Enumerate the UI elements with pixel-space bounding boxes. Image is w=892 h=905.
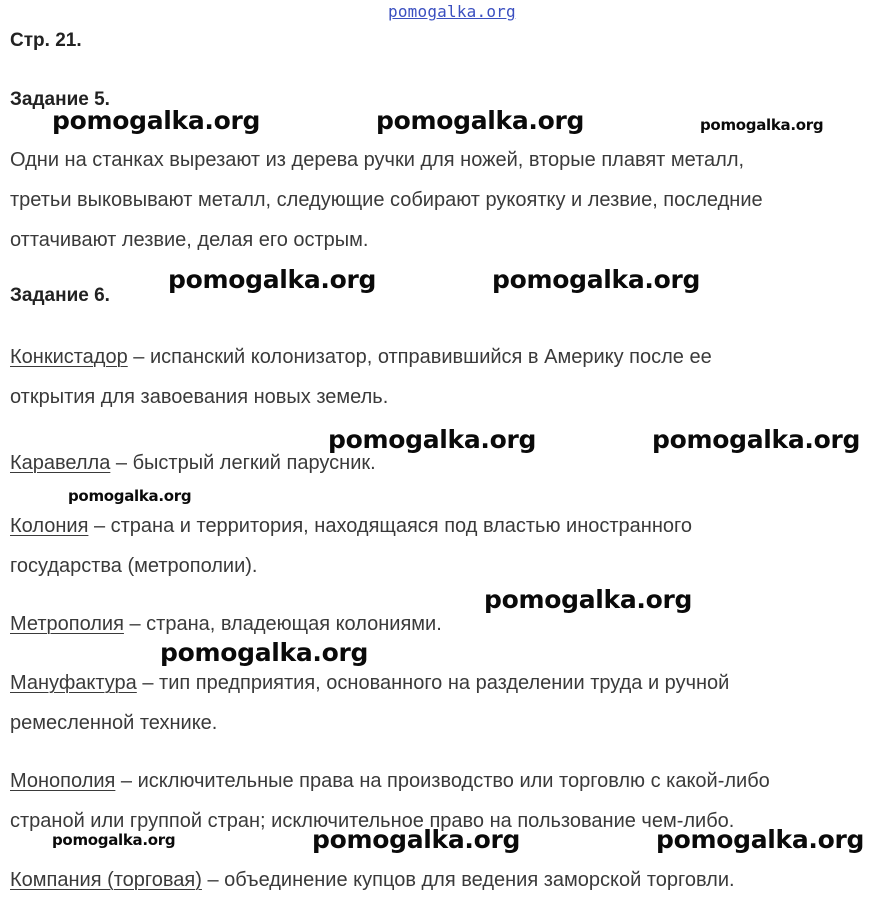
watermark: pomogalka.org	[52, 106, 261, 135]
definition-text-continued: страной или группой стран; исключительное право на пользование чем-либо.	[10, 810, 735, 832]
watermark: pomogalka.org	[52, 831, 176, 849]
site-watermark-top: pomogalka.org	[388, 2, 516, 21]
definition-text: – исключительные права на производство или торговлю с какой-либо	[115, 770, 770, 792]
watermark: pomogalka.org	[652, 425, 861, 454]
watermark: pomogalka.org	[484, 585, 693, 614]
task-5-line: оттачивают лезвие, делая его острым.	[10, 229, 369, 251]
watermark: pomogalka.org	[492, 265, 701, 294]
definition-term: Каравелла	[10, 452, 111, 474]
definition-item	[10, 506, 692, 586]
definition-term: Метрополия	[10, 613, 124, 635]
definition-item	[10, 860, 735, 900]
task-6-heading: Задание 6.	[10, 285, 110, 306]
definition-term: Монополия	[10, 770, 116, 792]
watermark: pomogalka.org	[700, 116, 824, 134]
definition-text-continued: государства (метрополии).	[10, 555, 258, 577]
task-5-heading: Задание 5.	[10, 89, 110, 110]
definition-text: – страна и территория, находящаяся под властью иностранного	[88, 515, 692, 537]
watermark: pomogalka.org	[168, 265, 377, 294]
task-5-line: третьи выковывают металл, следующие собирают рукоятку и лезвие, последние	[10, 189, 763, 211]
definition-item	[10, 443, 376, 483]
task-5-line: Одни на станках вырезают из дерева ручки для ножей, вторые плавят металл,	[10, 149, 745, 171]
watermark: pomogalka.org	[328, 425, 537, 454]
definition-text: – быстрый легкий парусник.	[110, 452, 376, 474]
definition-text-continued: ремесленной технике.	[10, 712, 218, 734]
definition-term: Конкистадор	[10, 346, 128, 368]
watermark: pomogalka.org	[656, 825, 865, 854]
definition-item	[10, 337, 712, 417]
task-5-text	[10, 140, 763, 260]
definition-text: – испанский колонизатор, отправившийся в Америку после ее	[127, 346, 712, 368]
page-reference: Стр. 21.	[10, 30, 82, 51]
watermark: pomogalka.org	[376, 106, 585, 135]
definition-term: Колония	[10, 515, 89, 537]
watermark: pomogalka.org	[68, 487, 192, 505]
definition-text-continued: открытия для завоевания новых земель.	[10, 386, 389, 408]
definition-term: Мануфактура	[10, 672, 137, 694]
definition-term: Компания (торговая)	[10, 869, 202, 891]
definition-text: – объединение купцов для ведения заморской торговли.	[201, 869, 735, 891]
definition-text: – тип предприятия, основанного на разделении труда и ручной	[136, 672, 730, 694]
definition-item	[10, 663, 729, 743]
watermark: pomogalka.org	[160, 638, 369, 667]
definition-text: – страна, владеющая колониями.	[123, 613, 442, 635]
watermark: pomogalka.org	[312, 825, 521, 854]
